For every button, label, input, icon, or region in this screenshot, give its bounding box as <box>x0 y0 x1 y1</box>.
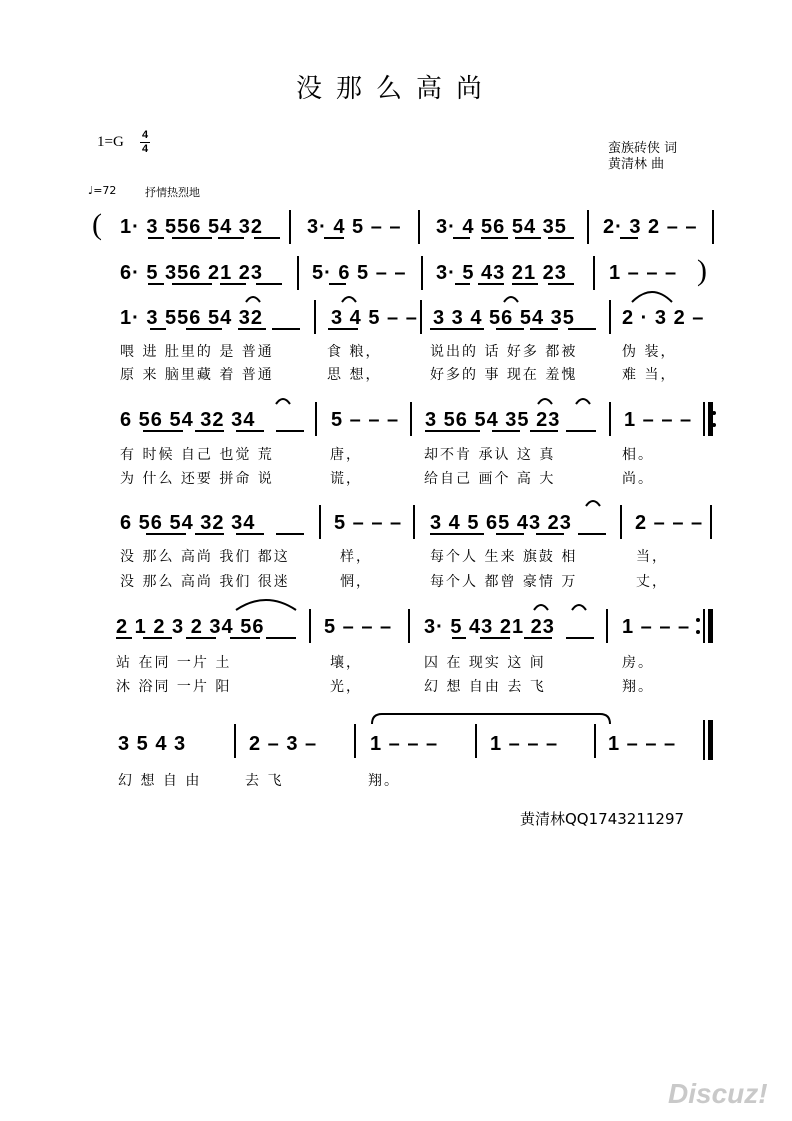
notation-row7-bar4: 1 – – – <box>490 733 559 755</box>
expression-mark: 抒情热烈地 <box>145 186 200 199</box>
arranger-signature: 黄清林QQ1743211297 <box>520 810 685 828</box>
notation-row2-bar2: 5· 6 5 – – <box>312 262 407 284</box>
lyric-row4-v2-bar4: 尚。 <box>622 471 654 487</box>
lyric-row3-v2-bar2: 思 想， <box>327 367 382 383</box>
notation-row4-bar4: 1 – – – <box>624 409 693 431</box>
notation-row3-bar3: 3 3 4 56 54 35 <box>433 307 575 329</box>
notation-row2-bar4: 1 – – – <box>609 262 678 284</box>
notation-row6-bar2: 5 – – – <box>324 616 393 638</box>
notation-row5-bar4: 2 – – – <box>635 512 704 534</box>
lyric-row7-bar1: 幻 想 自 由 <box>118 773 202 789</box>
repeat-paren-open: ( <box>92 208 102 241</box>
notation-row2-bar3: 3· 5 43 21 23 <box>436 262 567 284</box>
lyric-row4-v1-bar3: 却不肯 承认 这 真 <box>424 447 556 463</box>
lyric-row6-v1-bar3: 囚 在 现实 这 间 <box>424 655 546 671</box>
notation-row4-bar3: 3 56 54 35 23 <box>425 409 561 431</box>
lyric-row6-v1-bar2: 壤， <box>330 655 362 671</box>
notation-row7-bar1: 3 5 4 3 <box>118 733 187 755</box>
lyric-row4-v2-bar2: 谎， <box>330 471 362 487</box>
lyric-row3-v1-bar3: 说出的 话 好多 都被 <box>430 344 578 360</box>
time-sig-bottom: 4 <box>141 143 149 155</box>
lyric-row4-v1-bar1: 有 时候 自己 也觉 荒 <box>120 447 274 463</box>
lyric-row5-v1-bar4: 当， <box>636 549 668 565</box>
lyric-row5-v2-bar3: 每个人 都曾 豪情 万 <box>430 574 578 590</box>
lyric-row7-bar3: 翔。 <box>368 773 400 789</box>
lyric-row3-v1-bar1: 喂 进 肚里的 是 普通 <box>120 344 274 360</box>
time-sig-top: 4 <box>141 129 149 141</box>
lyric-row4-v2-bar3: 给自己 画个 高 大 <box>424 471 556 487</box>
lyric-row5-v1-bar3: 每个人 生来 旗鼓 相 <box>430 549 578 565</box>
lyric-row6-v2-bar2: 光， <box>330 679 362 695</box>
notation-row3-bar4: 2 · 3 2 – <box>622 307 705 329</box>
notation-row2-bar1: 6· 5 356 21 23 <box>120 262 263 284</box>
notation-row7-bar5: 1 – – – <box>608 733 677 755</box>
notation-row6-bar1: 2 1 2 3 2 34 56 <box>116 616 265 638</box>
lyric-row7-bar2: 去 飞 <box>245 773 284 789</box>
notation-row4-bar2: 5 – – – <box>331 409 400 431</box>
repeat-paren-close: ) <box>697 254 707 287</box>
notation-row6-bar3: 3· 5 43 21 23 <box>424 616 555 638</box>
lyric-row6-v2-bar3: 幻 想 自由 去 飞 <box>424 679 546 695</box>
lyric-row5-v2-bar2: 惘， <box>340 574 372 590</box>
lyric-row5-v1-bar2: 样， <box>340 549 372 565</box>
notation-row7-bar3: 1 – – – <box>370 733 439 755</box>
lyric-row3-v1-bar2: 食 粮， <box>327 344 382 360</box>
notation-row4-bar1: 6 56 54 32 34 <box>120 409 256 431</box>
tempo-mark: ♩=72 <box>88 184 117 197</box>
lyric-row5-v2-bar1: 没 那么 高尚 我们 很迷 <box>120 574 290 590</box>
lyricist-credit: 蛮族砖侠 词 <box>608 141 678 156</box>
lyric-row6-v2-bar1: 沐 浴同 一片 阳 <box>116 679 232 695</box>
lyric-row3-v2-bar1: 原 来 脑里藏 着 普通 <box>120 367 274 383</box>
lyric-row6-v1-bar1: 站 在同 一片 土 <box>116 655 232 671</box>
lyric-row6-v1-bar4: 房。 <box>622 655 654 671</box>
notation-row7-bar2: 2 – 3 – <box>249 733 318 755</box>
lyric-row3-v2-bar3: 好多的 事 现在 羞愧 <box>430 367 578 383</box>
lyric-row3-v2-bar4: 难 当， <box>622 367 677 383</box>
lyric-row4-v1-bar2: 唐， <box>330 447 362 463</box>
lyric-row5-v1-bar1: 没 那么 高尚 我们 都这 <box>120 549 290 565</box>
notation-row1-bar1: 1· 3 556 54 32 <box>120 216 263 238</box>
notation-row3-bar1: 1· 3 556 54 32 <box>120 307 263 329</box>
lyric-row3-v1-bar4: 伪 装， <box>622 344 677 360</box>
notation-row5-bar3: 3 4 5 65 43 23 <box>430 512 572 534</box>
lyric-row4-v1-bar4: 相。 <box>622 447 654 463</box>
key-signature: 1=G <box>97 134 124 150</box>
song-title: 没那么高尚 <box>295 74 496 104</box>
lyric-row6-v2-bar4: 翔。 <box>622 679 654 695</box>
composer-credit: 黄清林 曲 <box>608 157 665 172</box>
watermark: Discuz! <box>668 1078 768 1109</box>
notation-row6-bar4: 1 – – – <box>622 616 691 638</box>
lyric-row5-v2-bar4: 丈， <box>636 574 668 590</box>
notation-row1-bar2: 3· 4 5 – – <box>307 216 402 238</box>
notation-row3-bar2: 3 4 5 – – <box>331 307 418 329</box>
lyric-row4-v2-bar1: 为 什么 还要 拼命 说 <box>120 471 274 487</box>
notation-row1-bar4: 2· 3 2 – – <box>603 216 698 238</box>
notation-row5-bar1: 6 56 54 32 34 <box>120 512 256 534</box>
notation-row5-bar2: 5 – – – <box>334 512 403 534</box>
notation-row1-bar3: 3· 4 56 54 35 <box>436 216 567 238</box>
